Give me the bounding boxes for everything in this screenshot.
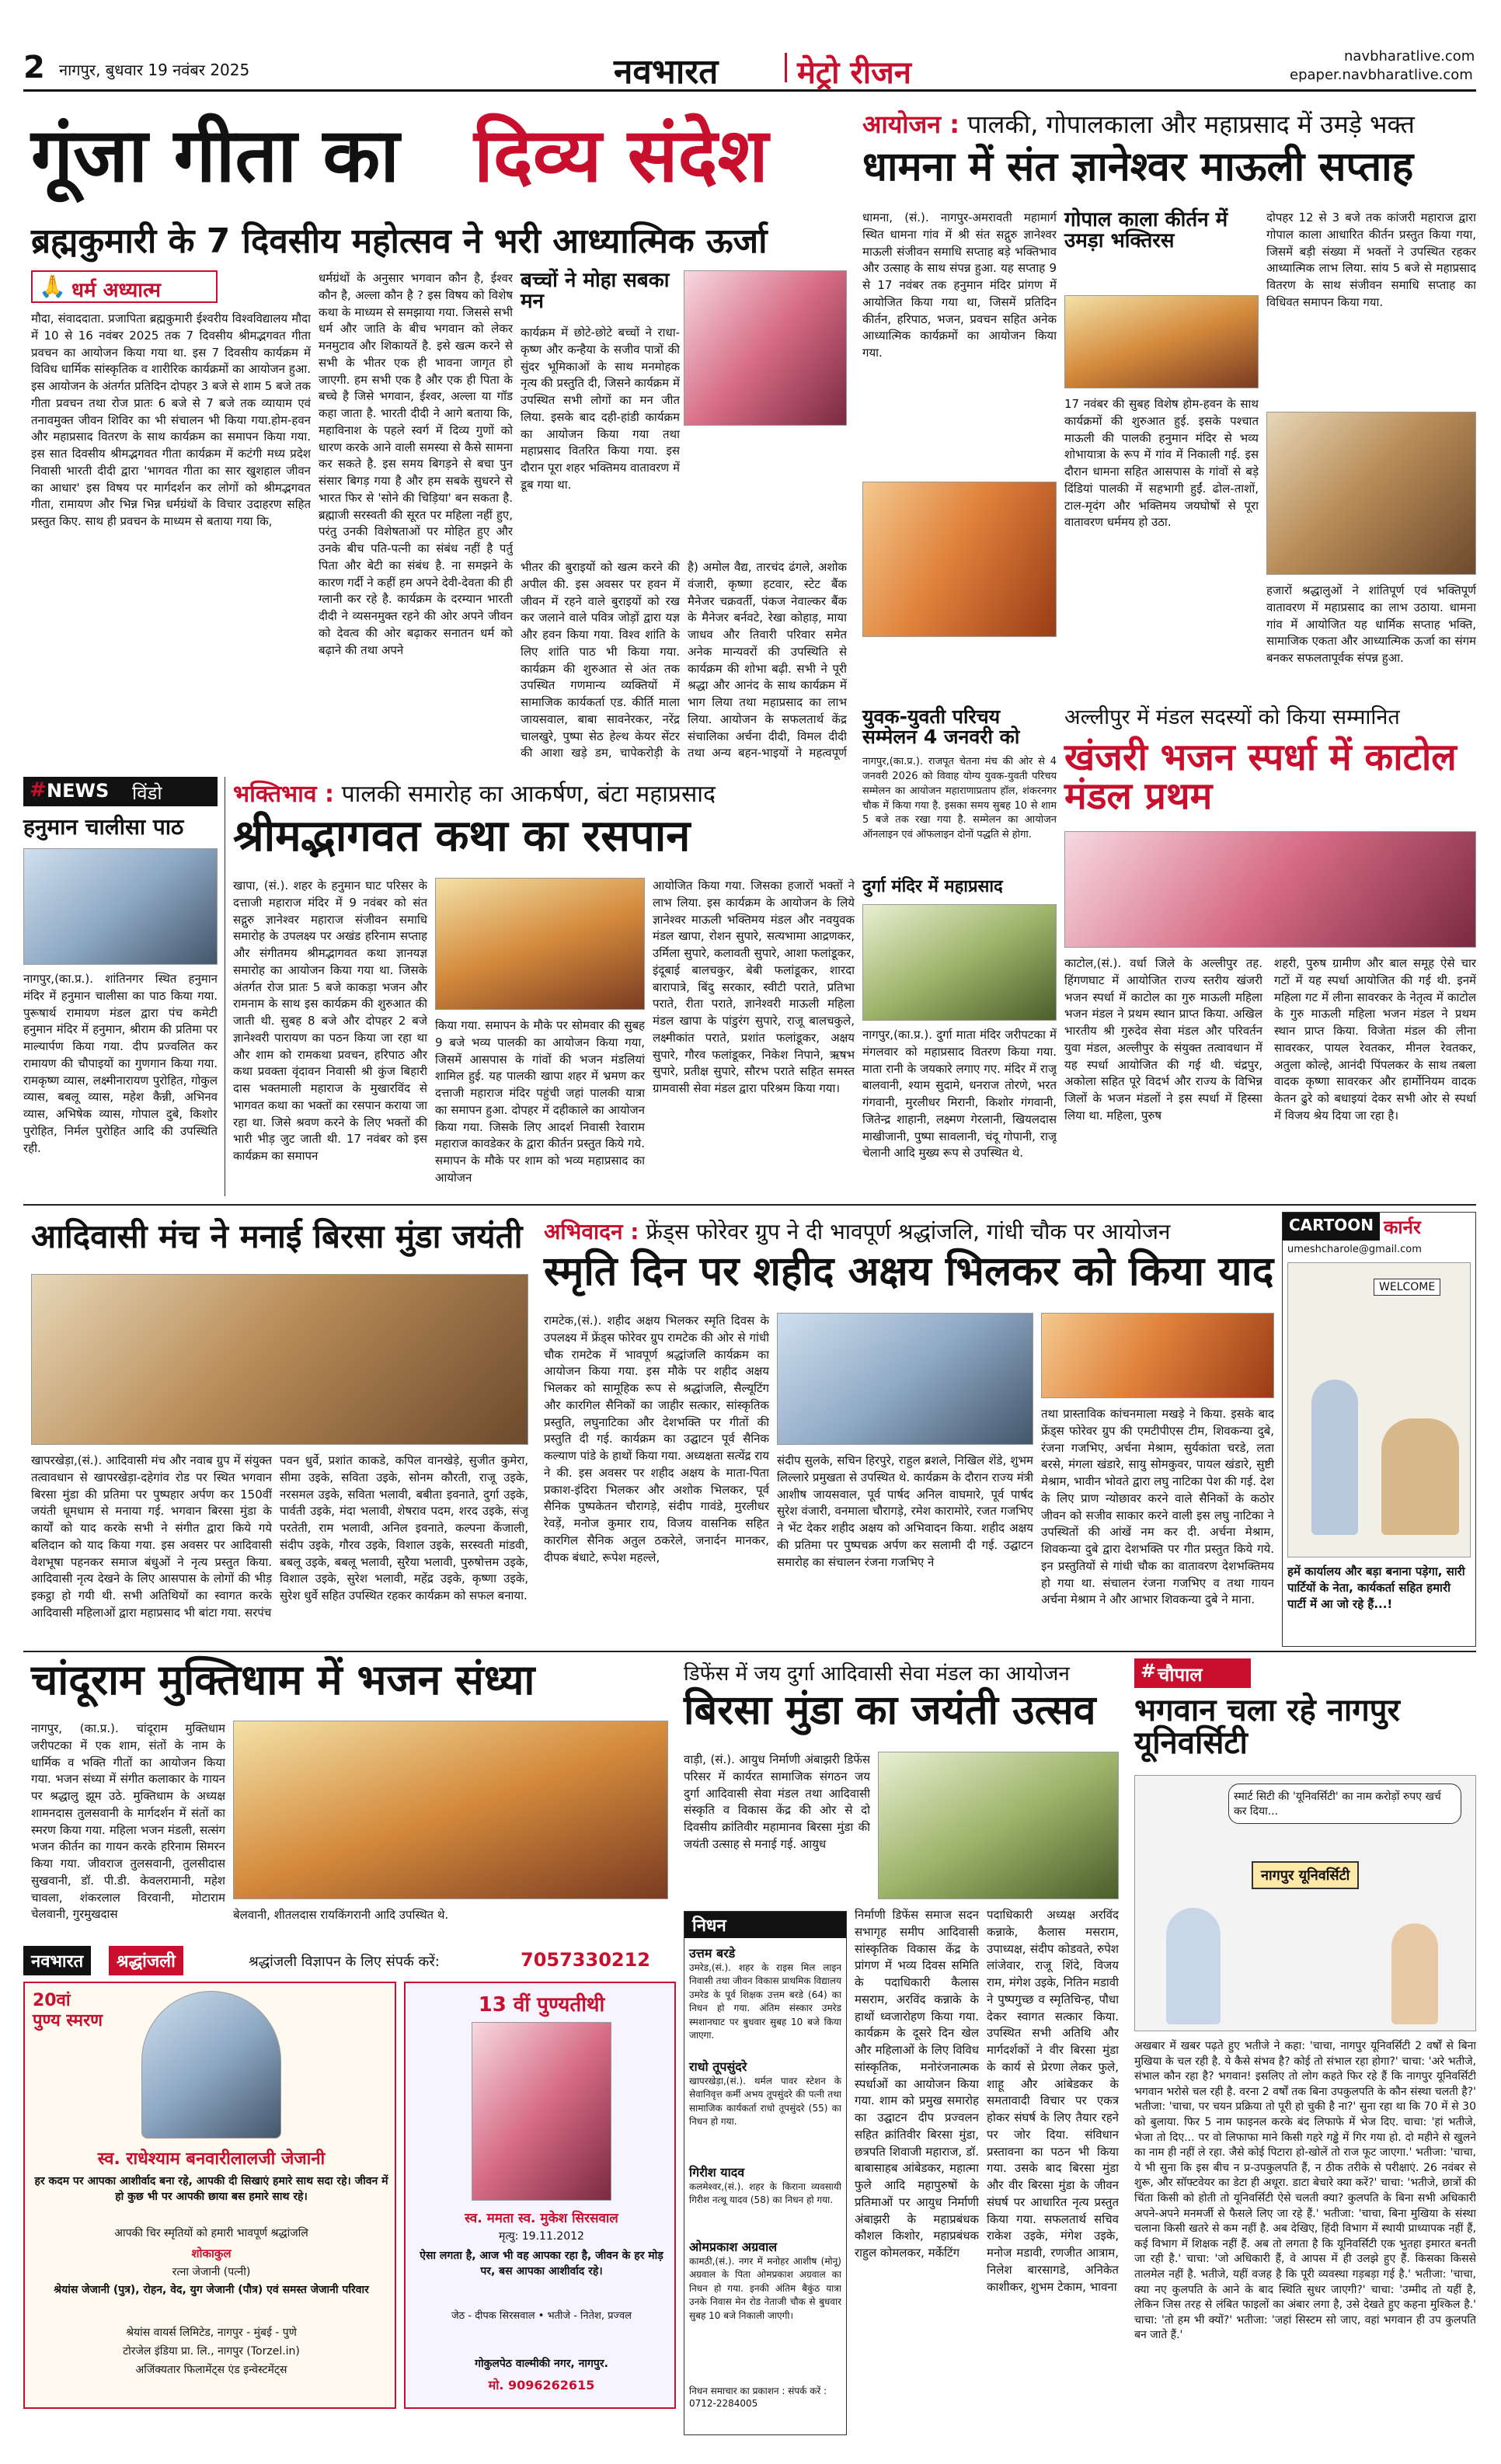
gita-col-1: मौदा, संवाददाता. प्रजापिता ब्रह्मकुमारी ईश्वरीय विश्वविद्यालय मौदा में 10 से 16 नवंबर 2025 तक 7 दिवसीय श्रीमद्भगवत गीता प्रवचन का आयोजन किया गया था. इस 7 दिवसीय कार्यक्रम में विविध धार्मिक सांस्कृतिक व शारीरिक कार्यक्रमों का आयोजन हुआ. इस आयोजन के अंतर्गत प्रतिदिन दोपहर 3 बजे से शाम 5 बजे तक गीता प्रवचन तथा रोज प्रातः 6 बजे से 7 बजे तक व्यायाम एवं तनावमुक्त जीवन शिविर का भी संचालन भी किया गया.होम-हवन और महाप्रसाद वितरण के साथ कार्यक्रम का समापन किया गया. इस सात दिवसीय श्रीमद्भगवत गीता कार्यक्रम में कटंगी मध्य प्रदेश निवासी भारती दीदी द्वारा 'भागवत गीता का सार खुशहाल जीवन का आधार' इस विषय पर मार्गदर्शन कर लोगों को श्रीमद्भगवत गीता, रामायण और भिन्न भिन्न धर्मग्रंथों के विचार उदाहरण सहित प्रस्तुत किए. साथ ही प्रवचन के माध्यम से बताया गया कि, bbox=[31, 311, 311, 528]
news-tag-label2: विंडो bbox=[132, 782, 162, 804]
chaupal-tag bbox=[1134, 1658, 1251, 1688]
obit-name: गिरीश यादव bbox=[689, 2165, 745, 2180]
birsa-col-1: खापरखेड़ा,(सं.). आदिवासी मंच और नवाब ग्रुप में संयुक्त तत्वावधान से खापरखेड़ा-दहेगांव रोड पर स्थित भगवान बिरसा मुंडा की प्रतिमा पर पुष्पहार अर्पण कर 150वीं जयंती धूमधाम से मनाया गई. भगवान बिरसा मुंडा के कार्यों को याद करके सभी ने संगीत द्वारा किये गये बलिदान को याद किया गया. इस अवसर पर आदिवासी वेशभूषा पहनकर समाज बंधुओं ने नृत्य प्रस्तुत किया. आदिवासी नृत्य देखने के लिए आसपास के लोगों की भीड़ इकट्ठा हो गयी थी. सभी अतिथियों का स्वागत करके आदिवासी महिलाओं द्वारा महाप्रसाद भी बांटा गया. सरपंच bbox=[31, 1453, 272, 1620]
headline: खंजरी भजन स्पर्धा में काटोल मंडल प्रथम bbox=[1064, 736, 1457, 819]
headline-part1: गूंजा गीता का bbox=[31, 112, 400, 199]
story-akshay bbox=[544, 1212, 1274, 1647]
ad-phone[interactable]: 7057330212 bbox=[521, 1949, 650, 1971]
university-sign: नागपुर यूनिवर्सिटी bbox=[1252, 1861, 1359, 1889]
obit-text: कलमेश्वर,(सं.). शहर के किराना व्यवसायी गिरीश नत्थू यादव (58) का निधन हो गया. bbox=[689, 2181, 841, 2206]
story-gita bbox=[23, 101, 847, 769]
photo-khanjari bbox=[1064, 831, 1476, 948]
photo-bhajan bbox=[233, 1721, 668, 1899]
portrait-jejani bbox=[141, 1991, 281, 2139]
kicker-text: पालकी, गोपालकाला और महाप्रसाद में उमड़े भक्त bbox=[967, 110, 1415, 139]
kicker-label: भक्तिभाव : bbox=[233, 781, 335, 808]
story-dhamna bbox=[862, 101, 1476, 707]
ad-quote: ऐसा लगता है, आज भी वह आपका रहा है, जीवन के हर मोड़ पर, बस आपका आशीर्वाद रहे। bbox=[420, 2250, 663, 2278]
birsa-def-col-2: पदाधिकारी अध्यक्ष अरविंद कन्नाके, कैलास मसराम, उपाध्यक्ष, संदीप कोडवते, रुपेश लांजेवार, राजू शिंदे, विजय राम, मंगेश उइके, नितिन मडावी ने पुष्पगुच्छ व स्मृतिचिन्ह, पौधा देकर स्वागत सत्कार किया. उपस्थित सभी अतिथि और मार्गदर्शकों ने वीर बिरसा मुंडा के कार्य से प्रेरणा लेकर फुले, शाहू और आंबेडकर के समतावादी विचार पर एकत्र होकर संघर्ष के लिए तैयार रहने पर जोर दिया. संविधान प्रस्तावना का पठन भी किया गया. उसके बाद बिरसा मुंडा और वीर बिरसा मुंडा के जीवन संघर्ष पर आधारित नृत्य प्रस्तुत किया गया. सफलतार्थ सचिव राकेश उइके, मंगेश उइके, मनोज मडावी, रणजीत आत्राम, निलेश बारसागडे, अनिकेत काशीकर, शुभम टेकाम, भावना bbox=[987, 1908, 1119, 2294]
news-tag-label: NEWS bbox=[47, 780, 110, 802]
akshay-col-1: रामटेक,(सं.). शहीद अक्षय भिलकर स्मृति दिवस के उपलक्ष्य में फ्रेंड्स फोरेवर ग्रुप रामटेक की ओर से गांधी चौक रामटेक में भावपूर्ण श्रद्धांजलि कार्यक्रम का आयोजन किया गया. इस मौके पर शहीद अक्षय भिलकर को सामूहिक रूप से श्रद्धांजलि, सैल्यूटिंग और कारगिल सैनिकों का जाहीर सत्कार, सांस्कृतिक प्रस्तुति, लघुनाटिका और देशभक्ति पर गीतों की प्रस्तुति दी गई. कार्यक्रम का उद्घाटन पूर्व सैनिक कल्याण पांडे के हाथों किया गया. अध्यक्षता सत्येंद्र राय ने की. इस अवसर पर शहीद अक्षय के माता-पिता प्रकाश-इंदिरा भिलकर और अशोक भिलकर, पूर्व सैनिक पुष्पकेतन चौरागड़े, संदीप गावंडे, मुरलीधर रेवड़ें, मनोज कुमार राय, विजय वासनिक सहित कारगिल सैनिक अतुल ठकरेले, जनार्दन मानकर, दीपक बंधाटे, रूपेश महल्ले, bbox=[544, 1314, 769, 1564]
news-text: नागपुर,(का.प्र.). शांतिनगर स्थित हनुमान मंदिर में हनुमान चालीसा का पाठ किया गया. पुरूषार्थ रामायण मंडल द्वारा पंच कमेटी हनुमान मंदिर में हनुमान, श्रीराम की प्रतिमा पर माल्यार्पण किया गया. दीप प्रज्वलित कर रामायण की चौपाइयों का गुणगान किया गया. रामकृष्ण व्यास, लक्ष्मीनारायण पुरोहित, गोकुल व्यास, बबलू व्यास, महेश कैन्नी, अभिनव व्यास, अभिषेक व्यास, गोपाल दुबे, किशोर पुरोहित, निर्मल पुरोहित आदि की उपस्थिति रही. bbox=[23, 972, 218, 1155]
tag-label: धर्म अध्यात्म bbox=[71, 279, 161, 302]
photo-birsa bbox=[31, 1274, 528, 1445]
headline: दुर्गा मंदिर में महाप्रसाद bbox=[862, 877, 1003, 896]
obit-name: उत्तम बरडे bbox=[689, 1946, 736, 1961]
date-line: नागपुर, बुधवार 19 नवंबर 2025 bbox=[59, 61, 250, 79]
akshay-col-2: संदीप सुलके, सचिन हिरपुरे, राहुल ब्रशले, निखिल शेंडे, शुभम लिल्लारे प्रमुखता से उपस्थित थे. कार्यक्रम के दौरान राज्य मंत्री आशीष जायसवाल, पूर्व पार्षद अनिल वाघमारे, पूर्व पार्षद सुरेश वंजारी, वनमाला चौरागड़े, रमेश कारामोरे, रजत गजभिए ने भेंट देकर शहीद अक्षय को अभिवादन किया. शहीद अक्षय की प्रतिमा पर पुष्पचक्र अर्पण कर सलामी दी गई. उद्घाटन समारोह का संचालन रंजना गजभिए ने bbox=[777, 1453, 1033, 1569]
photo-bhagwat bbox=[435, 878, 645, 1010]
website-link[interactable]: navbharatlive.com bbox=[1344, 48, 1475, 64]
masthead-divider bbox=[785, 53, 787, 82]
obit-footer: निधन समाचार का प्रकाशन : संपर्क करें : 0712-2284005 bbox=[689, 2386, 827, 2409]
ad-address: गोकुलपेठ वाल्मीकी नगर, नागपुर. bbox=[475, 2358, 608, 2370]
photo-akshay-1 bbox=[777, 1313, 1033, 1445]
kicker-label: आयोजन : bbox=[862, 110, 959, 139]
cartoon-caption: हमें कार्यालय और बड़ा बनाना पड़ेगा, सारी पार्टियों के नेता, कार्यकर्ता सहित हमारी पार्टी में आ जो रहे हैं...! bbox=[1287, 1564, 1465, 1611]
cartoon-tag bbox=[1283, 1213, 1475, 1241]
story-khanjari bbox=[1064, 707, 1476, 1196]
birsa-lead: वाड़ी, (सं.). आयुध निर्माणी अंबाझरी डिफेंस परिसर में कार्यरत सामाजिक संगठन जय दुर्गा आदिवासी सेवा मंडल तथा आदिवासी संस्कृति व विकास केंद्र की ओर से दो दिवसीय क्रांतिवीर महामानव बिरसा मुंडा की जयंती उत्साह से मनाई गई. आयुध bbox=[684, 1752, 870, 1851]
khanjari-col-2: शहरी, पुरुष ग्रामीण और बाल समूह ऐसे चार गटों में यह स्पर्धा आयोजित की गई थी. इनमें महिला गट में लीना सावरकर के नेतृत्व में काटोल के गुरु माऊली महिला भजन मंडल ने प्रथम स्थान प्राप्त किया. विजेता मंडल की लीना सावरकर, पायल रेवतकर, मीनल रेवतकर, अतुला कोल्हे, आनंदी पिंपलकर के साथ तबला वादक कृष्णा सावरकर और हार्मोनियम वादक केतन ढुरे को बधाइयां देकर सभी ओर से स्पर्धा में विजय श्रेय दिया जा रहा है। bbox=[1274, 956, 1476, 1122]
headline: युवक-युवती परिचय सम्मेलन 4 जनवरी को bbox=[862, 705, 1020, 749]
story-durga bbox=[862, 878, 1057, 1196]
dhamna-caption: हजारों श्रद्धालुओं ने शांतिपूर्ण एवं भक्तिपूर्ण वातावरण में महाप्रसाद का लाभ उठाया. धामना गांव में आयोजित यह धार्मिक सप्ताह भक्ति, सामाजिक एकता और आध्यात्मिक ऊर्जा का संगम बनकर सफलतापूर्वक संपन्न हुआ. bbox=[1266, 583, 1476, 665]
ad-relatives: जेठ - दीपक सिरसवाल • भतीजे - नितेश, प्रज्वल bbox=[451, 2310, 632, 2322]
news-window bbox=[23, 777, 225, 1196]
cartoon-drawing bbox=[1287, 1262, 1471, 1557]
obit-text: उमरेड,(सं.). शहर के राइस मिल लाइन निवासी तथा जीवन विकास प्राथमिक विद्यालय उमरेड के पूर्व शिक्षक उत्तम बरडे (64) का निधन हो गया. अंतिम संस्कार उमरेड स्मशानघाट पर बुधवार सुबह 10 बजे किया जाएगा. bbox=[689, 1962, 841, 2041]
dhamna-col-1: धामना, (सं.). नागपुर-अमरावती महामार्ग स्थित धामना गांव में श्री संत सद्गुरु ज्ञानेश्वर माऊली संजीवन समाधि सप्ताह बड़े भक्तिभाव और उत्साह के साथ संपन्न हुआ. यह सप्ताह 9 से 17 नवंबर तक हनुमान मंदिर प्रांगण में आयोजित किया गया था, जिसमें प्रतिदिन कीर्तन, हरिपाठ, भजन, प्रवचन सहित अनेक आध्यात्मिक कार्यक्रमों का आयोजन किया गया. bbox=[862, 211, 1057, 360]
side-text: दोपहर 12 से 3 बजे तक कांजरी महाराज द्वारा गोपाल काला आधारित कीर्तन प्रस्तुत किया गया, जिसमें बड़ी संख्या में भक्तों ने उपस्थित रहकर आध्यात्मिक लाभ लिया. सांय 5 बजे से महाप्रसाद वितरण के साथ संजीवन समाधि सप्ताह का विधिवत समापन किया गया. bbox=[1266, 211, 1476, 309]
photo-durga bbox=[862, 904, 1057, 1021]
parichay-text: नागपुर,(का.प्र.). राजपूत चेतना मंच की ओर से 4 जनवरी 2026 को विवाह योग्य युवक-युवती परिचय सम्मेलन का आयोजन महाराणाप्रताप हॉल, शंकरनगर चौक में किया गया है. इसका समय सुबह 10 से शाम 5 बजे तक रखा गया है. सम्मेलन का आयोजन ऑनलाइन एवं ऑफलाइन दोनों पद्धति से होगा. bbox=[862, 756, 1057, 841]
hash-icon: # bbox=[1141, 1660, 1157, 1682]
headline: श्रीमद्भागवत कथा का रसपान bbox=[233, 811, 691, 861]
ad-jejani bbox=[23, 1982, 396, 2409]
politician-figure bbox=[1311, 1380, 1358, 1535]
children-box-title: बच्चों ने मोहा सबका मन bbox=[521, 269, 670, 314]
divider bbox=[23, 1651, 1476, 1652]
subheadline: ब्रह्मकुमारी के 7 दिवसीय महोत्सव ने भरी आध्यात्मिक ऊर्जा bbox=[31, 221, 768, 261]
epaper-link[interactable]: epaper.navbharatlive.com bbox=[1290, 67, 1473, 83]
bhagwat-col-1: खापा, (सं.). शहर के हनुमान घाट परिसर के दत्ताजी महाराज मंदिर में 9 नवंबर को संत सद्गुरु ज्ञानेश्वर महाराज संजीवन समाधि समारोह के उपलक्ष्य पर अखंड हरिनाम सप्ताह और संगीतमय श्रीमद्भागवत कथा ज्ञानयज्ञ समारोह का आयोजन किया गया था. जिसके अंतर्गत रोज प्रातः 5 बजे काकड़ा भजन और रामनाम के साथ इस कार्यक्रम की शुरुआत की जाती थी. सुबह 8 बजे और दोपहर 2 बजे ज्ञानेश्वरी पारायण का पठन किया जा रहा था और शाम को रामकथा प्रवचन, हरिपाठ और कथा प्रवक्ता वृंदावन निवासी श्री कुंज बिहारी दास भक्तमाली महाराज के मुखारविंद से भागवत कथा का भक्तों का रसपान कराया जा रहा था. जिसे श्रवण करने के लिए भक्तों की भारी भीड़ जुट जाती थी. 17 नवंबर को इस कार्यक्रम का समापन bbox=[233, 879, 427, 1163]
section-brand: नवभारत bbox=[23, 1946, 91, 1975]
section-tag: श्रद्धांजली bbox=[109, 1946, 183, 1975]
photo-akshay-2 bbox=[1041, 1313, 1274, 1398]
headline: स्मृति दिन पर शहीद अक्षय भिलकर को किया याद bbox=[544, 1248, 1274, 1295]
photo-children bbox=[684, 270, 847, 426]
welcome-sign: WELCOME bbox=[1374, 1279, 1440, 1296]
speech-bubble: स्मार्ट सिटी की 'यूनिवर्सिटी' का नाम करोड़ों रुपए खर्च कर दिया... bbox=[1228, 1784, 1461, 1824]
cartoon-email[interactable]: umeshcharole@gmail.com bbox=[1287, 1244, 1422, 1255]
page-header bbox=[23, 47, 1476, 92]
obit-4 bbox=[689, 2238, 841, 2387]
chaupal-column bbox=[1127, 1658, 1476, 2435]
news-tag bbox=[23, 777, 218, 806]
ad-name: स्व. राधेश्याम बनवारीलालजी जेजानी bbox=[97, 2149, 326, 2169]
figure-youth bbox=[1391, 1923, 1438, 2024]
bhagwat-col-3: आयोजित किया गया. जिसका हजारों भक्तों ने लाभ लिया. इस कार्यक्रम के आयोजन के लिये ज्ञानेश्वर माऊली भक्तिमय मंडल और नवयुवक मंडल खापा, रोशन सुपारे, सत्यभामा आद्रणकर, उर्मिला सुपारे, कलावती सुपारे, आशा फलांडूकर, इंदूबाई बालचकुर, बेबी फलांडूकर, शारदा बारापात्रे, बिंदु सरकार, स्वीटी पराते, प्रतिभा पराते, रीता पराते, ज्ञानेश्वरी माऊली महिला मंडल खापा के पांडुरंग सुपारे, राजू बालचकुले, लक्ष्मीकांत पराते, प्रशांत फलांडूकर, अक्षय सुपारे, गौरव फलांडूकर, निकेश निपाने, ऋषभ सुपारे, प्रतीक्ष सुपारे, सौरभ पराते सहित समस्त ग्रामवासी सेवा मंडल द्वारा परिश्रम किया गया। bbox=[653, 879, 855, 1095]
ad-sirsaval bbox=[404, 1982, 676, 2409]
ad-tribute: आपकी चिर स्मृतियों को हमारी भावपूर्ण श्रद्धांजलि bbox=[114, 2227, 308, 2240]
cartoon-label: CARTOON bbox=[1283, 1213, 1380, 1241]
photo-procession bbox=[1064, 295, 1259, 388]
obit-text: कामठी,(सं.). नगर में मनोहर आशीष (मोनू) अग्रवाल के पिता ओमप्रकाश अग्रवाल का निधन हो गया. इनकी अंतिम बैकुंठ यात्रा उनके निवास मेन रोड नेताजी चौक से बुधवार सुबह 10 बजे निकाली जाएगी। bbox=[689, 2256, 841, 2321]
side-headline: गोपाल काला कीर्तन में उमड़ा भक्तिरस bbox=[1064, 208, 1228, 253]
ad-quote: हर कदम पर आपका आशीर्वाद बना रहे, आपकी दी सिखाएं हमारे साथ सदा रहे। जीवन में हो कुछ भी पर आपकी छाया बस हमारे साथ रहे। bbox=[34, 2175, 388, 2203]
obit-3 bbox=[689, 2163, 841, 2235]
chaupal-cartoon bbox=[1134, 1775, 1476, 2031]
ad-name: स्व. ममता स्व. मुकेश सिरसवाल bbox=[465, 2211, 618, 2226]
gita-col-3: भीतर की बुराइयों को खत्म करने की अपील की. इस अवसर पर हवन में जीवन में रहने वाले बुराइयों को रख कर जलाने वाले पवित्र जोड़ों द्वारा यज्ञ और हवन किया गया. विश्व शांति के लिए शांति पाठ भी किया गया. कार्यक्रम की शुरुआत से अंत तक उपस्थित गणमान्य व्यक्तियों में सामाजिक कार्यकर्ता एड. कीर्ति माला जायसवाल, बाबा सावनेरकर, नरेंद्र चालखुरे, पुष्पा सेठ हेल्थ केयर सेंटर की आशा खड़े डम, चापेकरोड़ी के bbox=[521, 560, 680, 760]
ad-company-3: अजिंक्यतार फिलामेंट्स एंड इन्वेस्टमेंट्स bbox=[135, 2364, 287, 2376]
obit-text: खापरखेड़ा,(सं.). थर्मल पावर स्टेशन के सेवानिवृत्त कर्मी अभय तूपसुंदरे की पत्नी तथा सामाजिक कार्यकर्ता राधो तूपसुंदरे (55) का निधन हो गया. bbox=[689, 2076, 841, 2128]
photo-devotees bbox=[1266, 412, 1476, 575]
ad-company-2: टोरजेल इंडिया प्रा. लि., नागपुर (Torzel.in) bbox=[123, 2345, 300, 2358]
tag-dharm bbox=[31, 270, 218, 303]
children-box-text: कार्यक्रम में छोटे-छोटे बच्चों ने राधा-कृष्ण और कन्हैया के सजीव पात्रों की सुंदर भूमिकाओं के साथ मनमोहक नृत्य की प्रस्तुति दी, जिसने कार्यक्रम में उपस्थित सभी लोगों का मन जीत लिया. इसके बाद दही-हांडी कार्यक्रम का आयोजन किया गया तथा महाप्रसाद वितरित किया गया. इस दौरान पूरा शहर भक्तिमय वातावरण में डूब गया था. bbox=[521, 325, 680, 492]
gita-col-2: धर्मग्रंथों के अनुसार भगवान कौन है, ईश्वर कौन है, अल्ला कौन है ? इस विषय को विशेष कथा के माध्यम से समझाया गया. जिससे सभी धर्म और जाति के बीच भगवान को लेकर मनमुटाव और शिकायतें है. इसे खत्म करने से सभी के भीतर एक ही भावना जागृत हो जाएगी. हम सभी एक है और एक ही पिता के बच्चे है जिसे भगवान, ईश्वर, अल्ला या गॉड कहा जाता है. भारती दीदी ने आगे बताया कि, महाविनाश के पहले स्वर्ग में दिव्य गुणों को धारण करके आने वाली समस्या से कैसे सामना कर सकते है. इस समय बिगड़ने से बचा पुन संसार बिगड़ गया है और हम सबके सुधरने से भारत फिर से 'सोने की चिड़िया' बन सकता है. ब्रह्माजी सरस्वती की सूरत पर महिला नहीं हुए, परंतु उनकी विशेषताओं पर मोहित हुए और उनके बीच पति-पत्नी का संबंध नहीं है पर्तु पिता और बेटी का संबंध है. ना समझने के कारण गर्दी ने कहीं हम अपने देवी-देवता की ही ग्लानी कर रहे है. कार्यक्रम के दरम्यान भारती दीदी ने व्यसनमुक्त रहने की ओर अपने जीवन को देवत्व की ओर बढ़ाकर सनातन धर्म को बढ़ाने की तथा अपने bbox=[319, 271, 513, 657]
page-number: 2 bbox=[23, 50, 45, 85]
durga-text: नागपुर,(का.प्र.). दुर्गा माता मंदिर जरीपटका में मंगलवार को महाप्रसाद वितरण किया गया. माता रानी के जयकारे लगाए गए. मंदिर में राजू बालवानी, श्याम सुदामे, धनराज तोरणे, भरत गंगवानी, मुरलीधर मिरानी, किशोर गंगवानी, जितेन्द्र शाहानी, लक्ष्मण गेरलानी, खियलदास माखीजानी, पुष्पा सावलानी, चंदू गोपानी, राजू चेलानी आदि मुख्य रूप से उपस्थित थे. bbox=[862, 1028, 1057, 1161]
birsa-def-col-1: निर्माणी डिफेंस समाज सदन सभागृह समीप आदिवासी सांस्कृतिक विकास केंद्र के प्रांगण में भव्य दिवस समिति के पदाधिकारी कैलास मसराम, अरविंद कन्नाके के हाथों ध्वजारोहण किया गया. कार्यक्रम के दूसरे दिन खेल और महिलाओं के लिए विविध सांस्कृतिक, मनोरंजनात्मक स्पर्धाओं का आयोजन किया गया. शाम को प्रमुख समारोह का उद्घाटन दीप प्रज्वलन सहित क्रांतिवीर बिरसा मुंडा, छत्रपति शिवाजी महाराज, डॉ. बाबासाहब आंबेडकर, महात्मा फुले आदि महापुरुषों के प्रतिमाओं पर आयुध निर्माणी अंबाझरी के महाप्रबंधक कौशल किशोर, महाप्रबंधक राहुल कोमलकर, मर्केटिंग bbox=[855, 1908, 979, 2260]
kicker-label: अभिवादन : bbox=[544, 1219, 639, 1244]
ad-family: श्रेयांस जेजानी (पुत्र), रोहन, वेद, युग जेजानी (पौत्र) एवं समस्त जेजानी परिवार bbox=[54, 2284, 369, 2296]
obit-2 bbox=[689, 2058, 841, 2160]
headline: बिरसा मुंडा का जयंती उत्सव bbox=[684, 1687, 1096, 1734]
gita-col-4: है) अमोल वैद्य, तारचंद ढंगले, अशोक वंजारी, कृष्णा हटवार, स्टेट बैंक मैनेजर चक्रवर्ती, पंकज नेवाल्कर बैंक के मैनेजर बर्नवटे, रेखा कोहाड़, माया जाधव और तिवारी परिवार समेत अनेक मान्यवरों की उपस्थिति से कार्यक्रम की शोभा बढ़ी. सभी ने पूरी श्रद्धा और आनंद के साथ कार्यक्रम में भाग लिया तथा महाप्रसाद का लाभ लिया. आयोजन के सफलतार्थ केंद्र संचालिका अर्चना दीदी, विमल दीदी तथा अन्य बहन-भाइयों ने महत्वपूर्ण bbox=[688, 560, 847, 760]
ad-line: श्रद्धांजली विज्ञापन के लिए संपर्क करें: bbox=[249, 1954, 440, 1970]
kicker-text: पालकी समारोह का आकर्षण, बंटा महाप्रसाद bbox=[341, 781, 716, 808]
chanduram-text: नागपुर, (का.प्र.). चांदूराम मुक्तिधाम जरीपटका में एक शाम, संतों के नाम के धार्मिक व भक्ति गीतों का आयोजन किया गया. भजन संध्या में संगीत कलाकार के गायन पर श्रद्धालु झूम उठे. मुक्तिधाम के अध्यक्ष शामनदास तुलसवानी के मार्गदर्शन में संतों का स्मरण किया गया. महिला भजन मंडली, सत्संग भजन कीर्तन का गायन करके हरिनाम सिमरन किया गया. जीवराज तुलसवानी, तुलसीदास सुखवानी, डॉ. पी.डी. केवलरामानी, महेश चावला, शंकरलाल विरवानी, मोटाराम चेलवानी, गुरमुखदास bbox=[31, 1721, 225, 1922]
bhagwat-col-2: किया गया. समापन के मौके पर सोमवार की सुबह 9 बजे भव्य पालकी का आयोजन किया गया, जिसमें आसपास के गांवों की भजन मंडलियां शामिल हुई. यह पालकी खापा शहर में भ्रमण कर दत्ताजी महाराज मंदिर पहुंची जहां पालकी यात्रा का समापन हुआ. दोपहर में दहीकाले का आयोजन किया गया. जिसके लिए आदर्श निवासी रेवाराम महाराज कावडेकर के द्वारा कीर्तन प्रस्तुत किये गये. समापन के मौके पर शाम को भव्य महाप्रसाद का आयोजन bbox=[435, 1018, 645, 1185]
masthead-section: मेट्रो रीजन bbox=[797, 55, 911, 91]
ad-phone[interactable]: मो. 9096262615 bbox=[488, 2378, 595, 2393]
pre-headline: डिफेंस में जय दुर्गा आदिवासी सेवा मंडल का आयोजन bbox=[684, 1662, 1070, 1686]
hands-icon: 🙏 bbox=[39, 273, 66, 299]
crowd-figure bbox=[1381, 1418, 1459, 1535]
hash-icon: # bbox=[30, 778, 47, 802]
ad-wife: रत्ना जेजानी (पत्नी) bbox=[172, 2266, 251, 2278]
chanduram-caption: बेलवानी, शीतलदास रायकिंगरानी आदि उपस्थित थे. bbox=[233, 1908, 449, 1922]
headline: आदिवासी मंच ने मनाई बिरसा मुंडा जयंती bbox=[31, 1217, 523, 1255]
chaupal-text: अखबार में खबर पढ़ते हुए भतीजे ने कहा: 'चाचा, नागपुर यूनिवर्सिटी 2 वर्षों से बिना मुखिया के चल रही है. ये कैसे संभव है? कोई तो संभाल रहा होगा?' चाचा: 'अरे भतीजे, संभाल कौन रहा है? भगवान! इसलिए तो लोग कहते फिर रहे हैं कि नागपुर यूनिवर्सिटी भगवान भरोसे चल रही है. वरना 2 वर्षों तक बिना उपकुलपति के कौन संस्था चलती है?' भतीजा: 'चाचा, पर चयन प्रक्रिया तो पूरी हो चुकी है ना?' सुना रहा था कि 70 में से 30 को बुलाया. फिर 5 नाम फाइनल करके बंद लिफाफे में भेज दिए. चाचा: 'हां भतीजे, भेजा तो दिए... पर वो लिफाफा माने किसी गहरे गड्ढे में गिर गया हो. दो महीने से खुलने का नाम ही नहीं ले रहा. जैसे कोई पिटारा हो-खोलें तो राज फूट जाएगा.' भतीजा: 'चाचा, ये भी सुना कि इस बीच न प्र-उपकुलपति हैं, न ठीक तरीके से परीक्षाएं. 26 नवंबर से शुरू, और सॉफ्टवेयर का डेटा ही अधूरा. डाटा बेचारे क्या करें?' चाचा: 'भतीजे, छात्रों की चिंता किसी को होती तो यूनिवर्सिटी ऐसे चलती क्या? कुलपति के बिना सभी अधिकारी अपने-अपने मनमर्जी से फैसले लिए जा रहे हैं.' भतीजा: 'चाचा, बिना मुखिया के संस्था चलाना किसी खतरे से कम नहीं है. अब देखिए, हिंदी विभाग में स्थायी प्राध्यापक नहीं हैं, कई विभाग में शिक्षक नहीं हैं. अब तो लगता है कि यूनिवर्सिटी एक भुतहा इमारत बनती जा रही है.' चाचा: 'जो अधिकारी हैं, वे आपस में ही उलझे हुए हैं. किसका किससे तालमेल नहीं है. भतीजे, यहीं वजह है कि पूरी व्यवस्था गड़बड़ा गई है.' भतीजा: 'चाचा, क्या नए कुलपति के आने के बाद स्थिति सुधर जाएगी?' चाचा: 'उम्मीद तो यहीं है, लेकिन जिस तरह से लंबित फाइलों का अंबार लगा है, उसे देखते हुए कहना मुश्किल है.' चाचा: 'तो हम भी क्यों?' भतीजा: 'जहां सिस्टम सो जाए, वहां भगवान ही उप कुलपति बन जाते हैं.' bbox=[1134, 2040, 1476, 2342]
obit-name: ओमप्रकाश अग्रवाल bbox=[689, 2240, 778, 2254]
obit-1 bbox=[689, 1944, 841, 2055]
photo-hanuman bbox=[23, 848, 218, 965]
divider bbox=[23, 1204, 1476, 1206]
kicker bbox=[233, 777, 716, 809]
story-bhagwat bbox=[233, 777, 855, 1196]
cartoon-label2: कार्नर bbox=[1384, 1216, 1421, 1238]
kicker: अल्लीपुर में मंडल सदस्यों को किया सम्मानित bbox=[1064, 705, 1400, 729]
headline: भगवान चला रहे नागपुर यूनिवर्सिटी bbox=[1134, 1693, 1400, 1761]
obituaries bbox=[684, 1911, 847, 2435]
birsa-col-2: पवन धुर्वे, प्रशांत काकडे, कपिल वानखेड़े, सुजीत कुमेरा, सीमा उइके, सविता उइके, सोनम कौरती, राजू उइके, नरसमल उइके, सविता भलावी, बबीता इवनाते, दुर्गा उइके, पार्वती उइके, मंदा भलावी, शेषराव पदम, शरद उइके, संजू परतेती, राम भलावी, अनिल इवनाते, कल्पना केंजाली, संदीप उइके, गौरव उइके, विशाल उइके, सरस्वती मांडवी, बबलू उइके, बबलू भलावी, सुरैया भलावी, पुरुषोत्तम उइके, विशाल उइके, सुरेश भलावी, महेंद्र उइके, कृष्णा उइके, सुरेश धुर्वे सहित उपस्थित रहकर कार्यक्रम को सफल बनाया. bbox=[280, 1453, 528, 1603]
chaupal-label: चौपाल bbox=[1158, 1664, 1203, 1686]
obit-tag: निधन bbox=[684, 1912, 846, 1938]
children-box bbox=[521, 270, 847, 527]
khanjari-col-1: काटोल,(सं.). वर्धा जिले के अल्लीपुर तह. हिंगणघाट में आयोजित राज्य स्तरीय खंजरी भजन स्पर्धा में काटोल का गुरु माऊली महिला भजन मंडल ने प्रथम स्थान प्राप्त किया. अखिल भारतीय श्री गुरुदेव सेवा मंडल और परिवर्तन युवा मंडल, अल्लीपुर के संयुक्त तत्वावधान में यह स्पर्धा आयोजित की गई थी. चंद्रपुर, अकोला सहित पूरे विदर्भ और राज्य के विभिन्न जिलों के भजन मंडलों ने इस स्पर्धा में हिस्सा लिया था. महिला, पुरुष bbox=[1064, 956, 1262, 1122]
ad-anniversary: 20वां पुण्य स्मरण bbox=[33, 1991, 103, 2031]
akshay-col-3: तथा प्रास्ताविक कांचनमाला मखड़े ने किया. इसके बाद फ्रेंड्स फोरेवर ग्रुप की एमटीपीएस टीम, शिवकन्या दुबे, रंजना गजभिए, अर्चना मेश्राम, सुर्यकांता चरडे, लता बरसे, मंगला खंडारे, सायु सोमकुवर, पायल खंडारे, सुष्टी मेश्राम, भावीन भोवते द्वारा लघु नाटिका पेश की गई. देश के लिए प्राण न्योछावर करने वाले सैनिकों के कठोर जीवन को सजीव साकार करने वाली इस लघु नाटिका ने उपस्थितों की आंखें नम कर दी. अर्चना मेश्राम, शिवकन्या दुबे द्वारा देशभक्ति पर गीत प्रस्तुत किये गये. इन प्रस्तुतियों से गांधी चौक का वातावरण देशभक्तिमय हो गया था. संचालन रंजना गजभिए व तथा गायन अर्चना मेश्राम ने और आभार शिवकन्या दुबे ने माना. bbox=[1041, 1407, 1274, 1607]
shraddhanjali-section bbox=[23, 1946, 676, 2412]
obit-name: राधो तूपसुंदरे bbox=[689, 2059, 747, 2074]
kicker bbox=[544, 1216, 1170, 1246]
ad-mourner-label: शोकाकुल bbox=[191, 2246, 232, 2260]
headline: धामना में संत ज्ञानेश्वर माऊली सप्ताह bbox=[862, 144, 1414, 190]
photo-kirtan bbox=[862, 482, 1057, 637]
headline-part2: दिव्य संदेश bbox=[474, 112, 768, 199]
story-parichay bbox=[862, 707, 1057, 870]
figure-man bbox=[1166, 1908, 1221, 2024]
cartoon-corner bbox=[1282, 1212, 1476, 1647]
portrait-sirsaval bbox=[472, 2022, 611, 2201]
story-birsa-manch bbox=[23, 1212, 536, 1647]
headline: हनुमान चालीसा पाठ bbox=[23, 814, 184, 840]
ad-anniversary: 13 वीं पुण्यतीथी bbox=[478, 1993, 605, 2017]
kicker-text: फ्रेंड्स फोरेवर ग्रुप ने दी भावपूर्ण श्रद्धांजलि, गांधी चौक पर आयोजन bbox=[646, 1219, 1171, 1244]
story-chanduram bbox=[23, 1655, 676, 1938]
headline: चांदूराम मुक्तिधाम में भजन संध्या bbox=[31, 1655, 535, 1704]
section-bar bbox=[23, 1946, 676, 1975]
masthead-brand: नवभारत bbox=[614, 52, 719, 92]
dhamna-col-2: 17 नवंबर की सुबह विशेष होम-हवन के साथ कार्यक्रमों की शुरुआत हुई. इसके पश्चात माऊली की पालकी हनुमान मंदिर से भव्य शोभायात्रा के रूप में गांव में निकाली गई. इस दौरान धामना सहित आसपास के गांवों से बड़े दिंडियां पालकी में सहभागी हुईं. ढोल-ताशों, टाल-मृदंग और भक्तिमय जयघोषों से पूरा वातावरण धर्ममय हो उठा. bbox=[1064, 397, 1259, 530]
ad-company-1: श्रेयांस वायर्स लिमिटेड, नागपुर - मुंबई - पुणे bbox=[126, 2327, 297, 2339]
kicker bbox=[862, 107, 1415, 141]
photo-birsa-defence bbox=[878, 1752, 1119, 1899]
ad-date: मृत्यु: 19.11.2012 bbox=[499, 2230, 584, 2243]
